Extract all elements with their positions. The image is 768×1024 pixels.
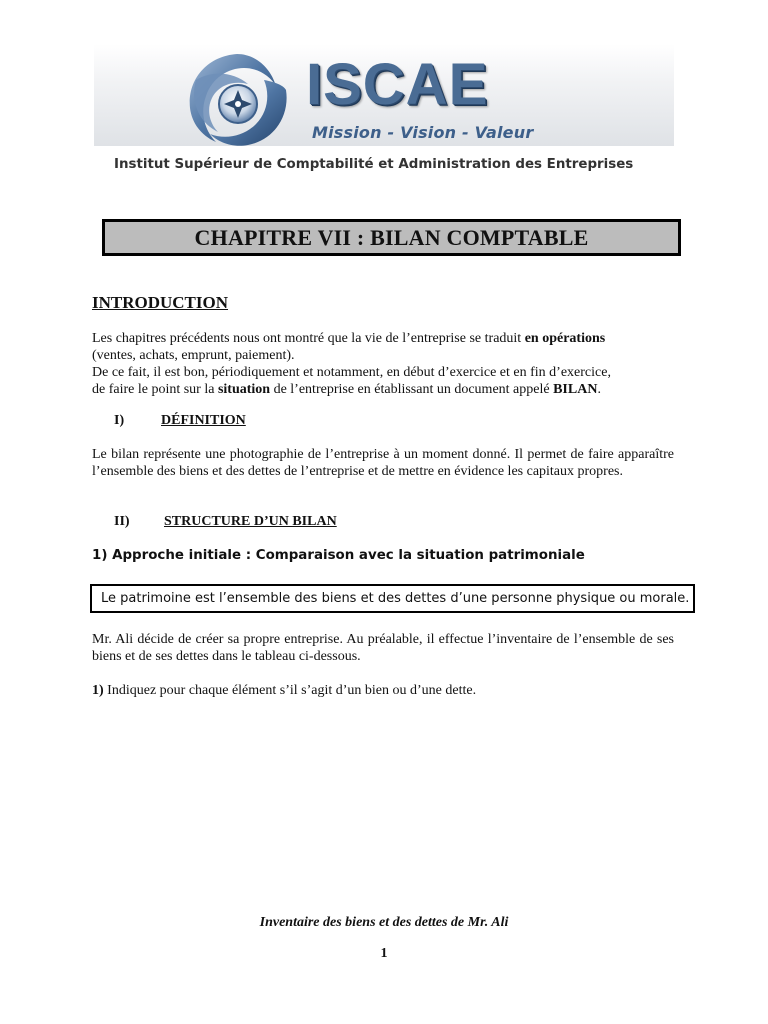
- intro-paragraph-1: [92, 330, 674, 364]
- page-number: 1: [380, 946, 388, 961]
- institute-name: Institut Supérieur de Comptabilité et Administration des Entreprises: [114, 157, 634, 172]
- section-2-number: II): [114, 514, 130, 529]
- section-1-number: I): [114, 413, 125, 428]
- iscae-emblem-icon: [182, 50, 292, 148]
- intro-p2-period: .: [597, 382, 601, 397]
- mr-ali-paragraph: Mr. Ali décide de créer sa propre entreprise. Au préalable, il effectue l’inventaire de l’ensemble de ses biens et de ses dettes dans le tableau ci-dessous.: [92, 632, 674, 664]
- intro-p2-bold-situation: situation: [217, 382, 271, 397]
- intro-p2-text-a: de faire le point sur la: [92, 382, 218, 397]
- definition-paragraph: Le bilan représente une photographie de l’entreprise à un moment donné. Il permet de faire apparaître l’ensemble des biens et des dettes de l’entreprise et de mettre en évidence les capitaux propres.: [92, 447, 674, 479]
- question-1-number: 1): [92, 683, 104, 698]
- logo-tagline: Mission - Vision - Valeur: [312, 123, 534, 142]
- intro-p1-text: Les chapitres précédents nous ont montré que la vie de l’entreprise se traduit: [92, 331, 525, 346]
- intro-p1-bold: en opérations: [524, 331, 606, 346]
- intro-p2-bold-bilan: BILAN: [553, 382, 598, 397]
- intro-p2-text-b: de l’entreprise en établissant un document appelé: [270, 382, 554, 397]
- question-1: [92, 682, 674, 699]
- intro-p1-list: (ventes, achats, emprunt, paiement).: [92, 348, 295, 363]
- subheading-approche-initiale: 1) Approche initiale : Comparaison avec la situation patrimoniale: [92, 548, 585, 563]
- section-2-title: STRUCTURE D’UN BILAN: [164, 514, 337, 529]
- intro-paragraph-2: [92, 364, 674, 398]
- intro-p2-line1: De ce fait, il est bon, périodiquement et notamment, en début d’exercice et en fin d’exercice,: [92, 365, 611, 380]
- logo-wordmark: ISCAE: [306, 52, 489, 117]
- chapter-title-box: [102, 219, 681, 256]
- patrimoine-definition-text: Le patrimoine est l’ensemble des biens et des dettes d’une personne physique ou morale.: [101, 591, 690, 606]
- question-1-text: Indiquez pour chaque élément s’il s’agit d’un bien ou d’une dette.: [103, 683, 477, 698]
- introduction-heading: INTRODUCTION: [92, 293, 229, 312]
- patrimoine-definition-box: [90, 584, 695, 613]
- table-caption: Inventaire des biens et des dettes de Mr. Ali: [259, 915, 509, 930]
- section-1-title: DÉFINITION: [161, 413, 246, 428]
- chapter-title: CHAPITRE VII : BILAN COMPTABLE: [194, 224, 589, 250]
- iscae-logo: [94, 44, 674, 178]
